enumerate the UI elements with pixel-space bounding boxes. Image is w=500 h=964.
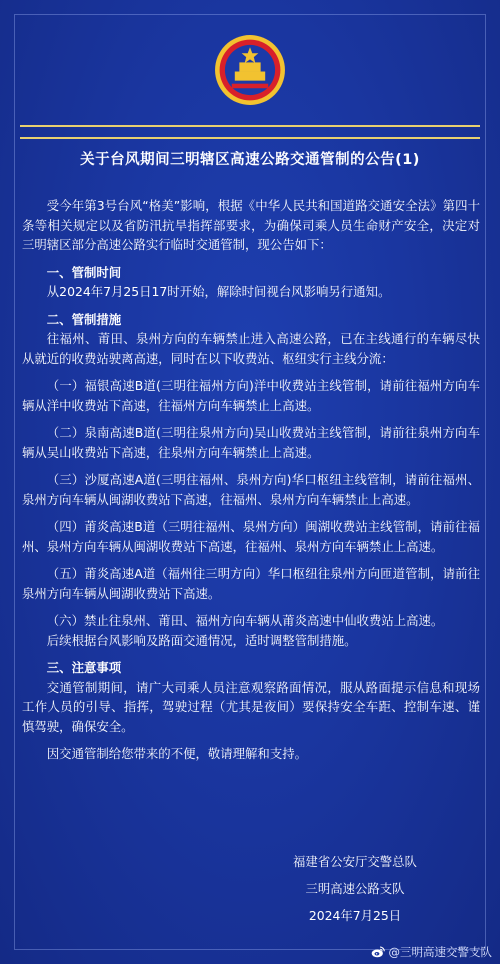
document-body: [22, 196, 480, 764]
section-2-followup: 后续根据台风影响及路面交通情况，适时调整管制措施。: [46, 632, 357, 648]
section-3-heading: 三、注意事项: [46, 660, 122, 675]
measure-item-6: （六）禁止往泉州、莆田、福州方向车辆从莆炎高速中仙收费站上高速。: [46, 613, 444, 628]
section-2-heading: 二、管制措施: [46, 311, 122, 327]
signature-block: [250, 848, 460, 929]
document-title: 关于台风期间三明辖区高速公路交通管制的公告(1): [80, 152, 420, 168]
measure-item-5: （五）莆炎高速A道（福州往三明方向）华口枢纽往泉州方向匝道管制，请前往泉州方向车辆从闽湖收费站下高速。: [22, 566, 480, 601]
closing-paragraph: 因交通管制给您带来的不便，敬请理解和支持。: [46, 746, 307, 761]
section-1-text: 从2024年7月25日17时开始，解除时间视台风影响另行通知。: [46, 284, 391, 299]
header-rule-top: [20, 125, 480, 127]
section-3-text: 交通管制期间，请广大司乘人员注意观察路面情况，服从路面提示信息和现场工作人员的引导、指挥，驾驶过程（尤其是夜间）要保持安全车距、控制车速、谨慎驾驶，确保安全。: [22, 679, 480, 734]
intro-paragraph: 受今年第3号台风“格美”影响，根据《中华人民共和国道路交通安全法》第四十条等相关规定以及省防汛抗旱指挥部要求，为确保司乘人员生命财产安全，决定对三明辖区部分高速公路实行临时交通管制，现公告如下：: [22, 198, 480, 252]
weibo-icon: [371, 945, 385, 959]
measure-item-3: （三）沙厦高速A道(三明往福州、泉州方向)华口枢纽主线管制，请前往福州、泉州方向车辆从闽湖收费站下高速，往福州、泉州方向车辆禁止上高速。: [22, 472, 480, 507]
section-1-heading: 一、管制时间: [46, 264, 122, 280]
watermark-text: @三明高速交警支队: [388, 945, 492, 959]
signature-org-2: 三明高速公路支队: [305, 881, 405, 896]
weibo-watermark: [371, 944, 493, 960]
signature-date: 2024年7月25日: [308, 908, 402, 923]
measure-item-1: （一）福银高速B道(三明往福州方向)洋中收费站主线管制，请前往福州方向车辆从洋中收费站下高速，往福州方向车辆禁止上高速。: [22, 378, 480, 413]
measure-item-4: （四）莆炎高速B道（三明往福州、泉州方向）闽湖收费站主线管制，请前往福州、泉州方向车辆从闽湖收费站下高速，往福州、泉州方向车辆禁止上高速。: [22, 519, 480, 554]
measure-item-2: （二）泉南高速B道(三明往泉州方向)吴山收费站主线管制，请前往泉州方向车辆从吴山收费站下高速，往泉州方向车辆禁止上高速。: [22, 425, 480, 460]
section-2-intro: 往福州、莆田、泉州方向的车辆禁止进入高速公路，已在主线通行的车辆尽快从就近的收费站驶离高速，同时在以下收费站、枢纽实行主线分流：: [22, 331, 480, 366]
signature-org-1: 福建省公安厅交警总队: [293, 854, 417, 869]
header-rule-bottom: [20, 137, 480, 139]
police-emblem-icon: [212, 32, 288, 108]
